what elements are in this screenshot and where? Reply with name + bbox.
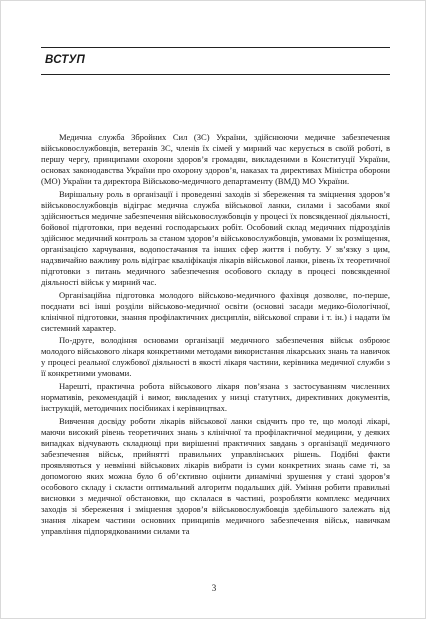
paragraph-3: Організаційна підготовка молодого військово-медичного фахівця дозволяє, по-перше, поєднати всі інші розділи військово-медичної освіти (основні засади медико-біологічної, клінічної підготовки, знання профілактичних дисциплін, військової справи і т. ін.) і надати їм системний характер. — [41, 289, 390, 333]
paragraph-1: Медична служба Збройних Сил (ЗС) України, здійснюючи медичне забезпечення військовослужбовців, ветеранів ЗС, членів їх сімей у мирний час керується в своїй роботі, в першу чергу, принципами охорони здоров’я громадян, викладеними в Конституції України, основах законодавства України про охорону здоров’я, наказах та директивах Міністра оборони (МО) України та директора Військово-медичного департаменту (ВМД) МО України. — [41, 132, 390, 187]
paragraph-6: Вивчення досвіду роботи лікарів військової ланки свідчить про те, що молоді лікарі, маючи високий рівень теоретичних знань з клінічної та профілактичної медицини, у деяких випадках відчувають складнощі при вирішенні практичних завдань з організації медичного забезпечення військ, прийнятті правильних управлінських рішень. Подібні факти проявляються у невмінні військових лікарів вибрати із суми конкретних знань саме ті, за допомогою яких можна було б об’єктивно оцінити динамічні зрушення у стані здоров’я особового складу і скласти оптимальний алгоритм подальших дій. Уміння робити правильні висновки з медичної обстановки, що склалася в частині, розробляти комплекс медичних заходів зі збереження і зміцнення здоров’я військовослужбовців здебільшого залежать від знання лікарем частини основних принципів медичного забезпечення військ, навичкам управління підпорядкованими силами та — [41, 415, 390, 537]
paragraph-5: Нарешті, практична робота військового лікаря пов’язана з застосуванням численних нормативів, рекомендацій і вимог, викладених у низці статутних, директивних документів, інструкцій, методичних посібниках і керівництвах. — [41, 381, 390, 414]
heading-bottom-rule — [41, 74, 390, 75]
page-number: 3 — [211, 583, 217, 593]
section-heading: ВСТУП — [45, 54, 85, 66]
paragraph-2: Вирішальну роль в організації і проведенні заходів зі збереження та зміцнення здоров’я військовослужбовців відіграє медична служба військової ланки, силами і засобами якої здійснюється медичне забезпечення військовослужбовців у процесі їх повсякденної діяльності, бойової підготовки, при веденні господарських робіт. Особовий склад медичних підрозділів здійснює медичний контроль за станом здоров’я військовослужбовців, умовами їх розміщення, організацією харчування, водопостачання та інших сфер життя і побуту. У зв’язку з цим, надзвичайно важливу роль відіграє кваліфікація лікарів військової ланки, рівень їх теоретичної підготовки з питань медичного забезпечення особового складу в процесі повсякденної діяльності військ у мирний час. — [41, 188, 390, 288]
paragraph-4: По-друге, володіння основами організації медичного забезпечення військ озброює молодого військового лікаря конкретними методами використання лікарських знань та навичок у процесі реальної службової діяльності в якості лікаря частини, керівника медичної служби з її конкретними умовами. — [41, 335, 390, 379]
heading-top-rule — [41, 47, 390, 48]
body-text — [41, 132, 390, 539]
